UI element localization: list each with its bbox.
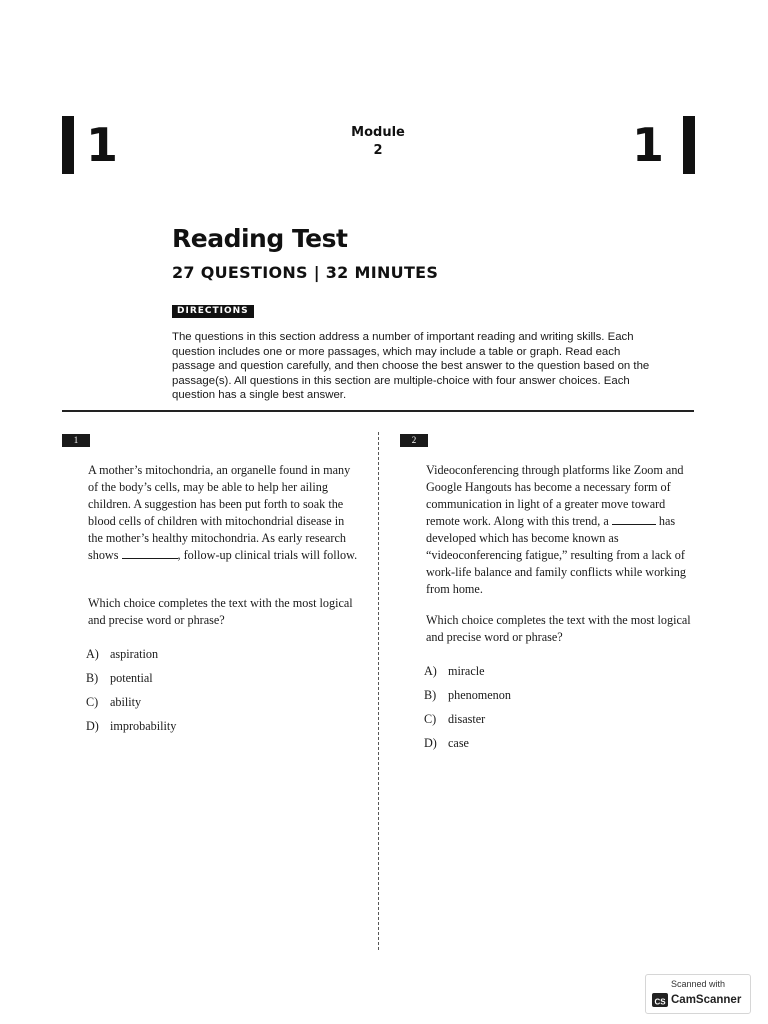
answer-choice[interactable]: [424, 735, 511, 759]
camscanner-logo-icon: [652, 993, 668, 1007]
module-number: 2: [373, 143, 383, 158]
answer-choices: [424, 663, 511, 759]
directions-label: DIRECTIONS: [172, 305, 254, 318]
section-marker-bar-right: [683, 116, 695, 174]
choice-text: case: [448, 736, 469, 750]
choice-text: phenomenon: [448, 688, 511, 702]
question-stem: Which choice completes the text with the most logical and precise word or phrase?: [88, 596, 353, 627]
choice-text: potential: [110, 671, 153, 685]
section-marker-bar-left: [62, 116, 74, 174]
passage-text: has developed which has become known as “videoconferencing fatigue,” resulting from a lack of work-life balance and family conflicts while working from home.: [426, 514, 686, 596]
question-number-badge: 2: [400, 434, 428, 447]
answer-choice[interactable]: [424, 663, 511, 687]
choice-letter: C): [86, 695, 99, 709]
answer-choice[interactable]: [86, 646, 176, 670]
answer-choice[interactable]: [424, 711, 511, 735]
passage-text: A mother’s mitochondria, an organelle found in many of the body’s cells, may be able to help her ailing children. A suggestion has been put forth to soak the blood cells of children with mitochondrial disease in the mother’s healthy mitochondria. As early research shows: [88, 463, 351, 562]
directions-text: The questions in this section address a number of important reading and writing skills. Each question includes one or more passages, which may include a table or graph. Read each passage and question carefully, and then choose the best answer to the question based on the passage(s). All questions in this section are multiple-choice with four answer choices. Each question has a single best answer.: [172, 331, 650, 401]
column-divider: [378, 432, 379, 950]
header-divider: [62, 410, 694, 412]
answer-blank: [122, 547, 178, 559]
choice-text: improbability: [110, 719, 177, 733]
choice-letter: C): [424, 712, 437, 726]
choice-text: ability: [110, 695, 142, 709]
question-number-badge: 1: [62, 434, 90, 447]
camscanner-logo-glyph: [652, 994, 668, 1008]
answer-blank: [612, 513, 656, 525]
choice-letter: B): [86, 671, 99, 685]
test-subtitle: 27 QUESTIONS | 32 MINUTES: [172, 263, 439, 282]
choice-letter: D): [86, 719, 99, 733]
passage-text: Videoconferencing through platforms like Zoom and Google Hangouts has become a necessary form of communication in light of a greater move toward remote work. Along with this trend, a: [426, 463, 684, 528]
module-indicator: [328, 124, 428, 160]
choice-letter: A): [424, 664, 437, 678]
answer-choices: [86, 646, 176, 742]
answer-choice[interactable]: [86, 670, 176, 694]
answer-choice[interactable]: [86, 694, 176, 718]
section-number-right: 1: [632, 118, 665, 172]
choice-text: miracle: [448, 664, 485, 678]
choice-letter: A): [86, 647, 99, 661]
watermark-brand: CamScanner: [671, 994, 742, 1006]
choice-letter: B): [424, 688, 437, 702]
watermark-caption: Scanned with: [670, 979, 726, 989]
answer-choice[interactable]: [424, 687, 511, 711]
module-label: Module: [351, 125, 405, 140]
question-passage: [88, 462, 358, 564]
question-passage: [426, 462, 696, 598]
test-title: Reading Test: [172, 224, 348, 253]
answer-choice[interactable]: [86, 718, 176, 742]
choice-text: aspiration: [110, 647, 159, 661]
logo-text: CS: [654, 997, 666, 1007]
scanner-watermark: [645, 974, 751, 1014]
question-stem: Which choice completes the text with the most logical and precise word or phrase?: [426, 613, 691, 644]
passage-text: , follow-up clinical trials will follow.: [177, 548, 358, 562]
choice-letter: D): [424, 736, 437, 750]
section-number-left: 1: [86, 118, 119, 172]
choice-text: disaster: [448, 712, 486, 726]
